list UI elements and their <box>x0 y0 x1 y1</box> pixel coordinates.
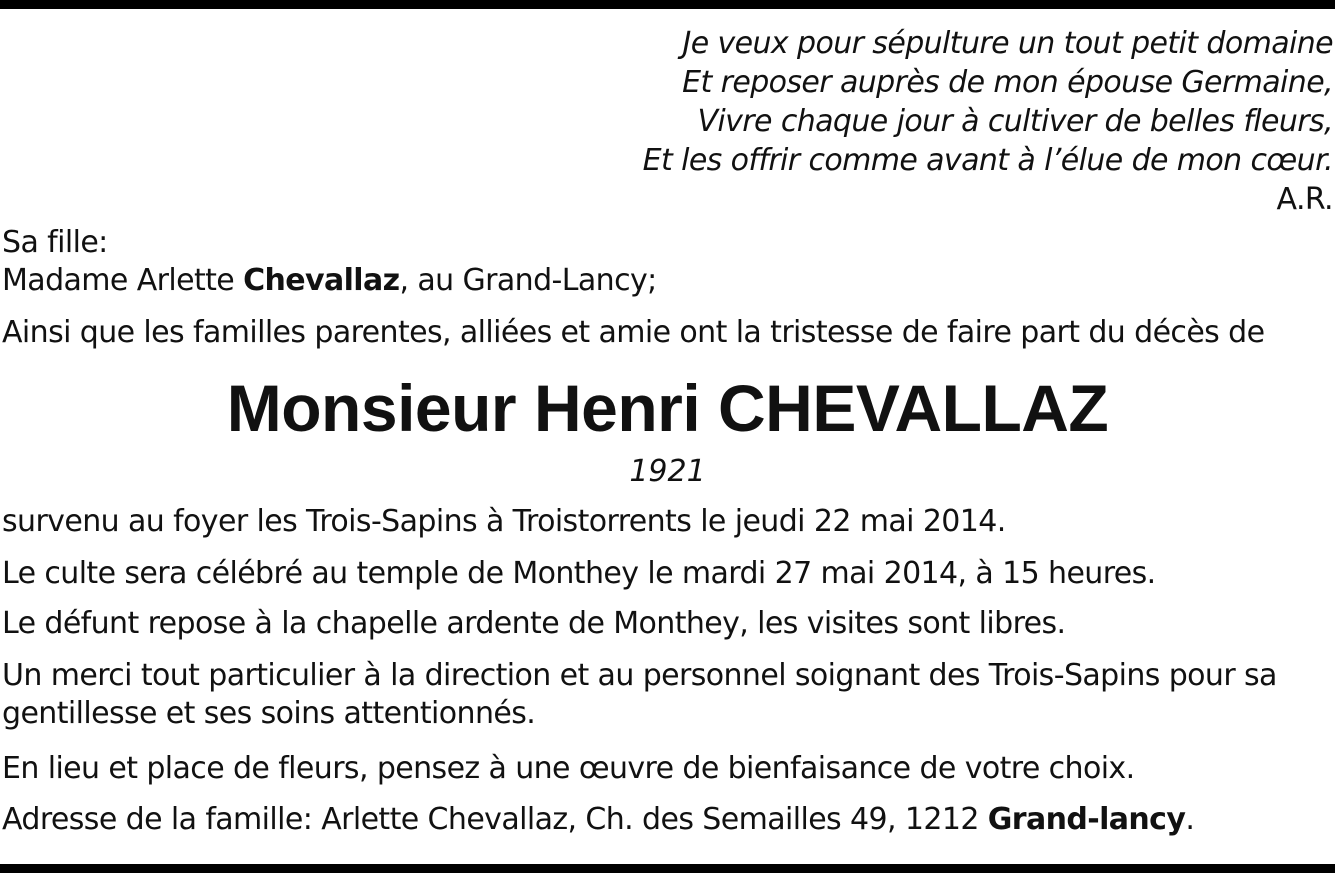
flowers-text: En lieu et place de fleurs, pensez à une œuvre de bienfaisance de votre choix. <box>2 751 1135 786</box>
announcement-text: Ainsi que les familles parentes, alliées et amie ont la tristesse de faire part du décès de <box>2 315 1265 350</box>
address-suffix: . <box>1185 802 1195 837</box>
daughter-prefix: Madame Arlette <box>2 263 244 298</box>
poem-line: Et les offrir comme avant à l’élue de mon cœur. <box>642 143 1333 178</box>
poem-initials: A.R. <box>1276 182 1333 217</box>
epitaph-poem <box>643 24 1333 219</box>
daughter-label: Sa fille: <box>2 225 108 260</box>
poem-line: Et reposer auprès de mon épouse Germaine, <box>682 65 1333 100</box>
address-city: Grand-lancy <box>987 802 1186 837</box>
death-details: survenu au foyer les Trois-Sapins à Troistorrents le jeudi 22 mai 2014. <box>2 504 1006 539</box>
thanks-text: Un merci tout particulier à la direction et au personnel soignant des Trois-Sapins pour sa gentillesse et ses soins attentionnés. <box>2 658 1277 731</box>
bottom-rule <box>0 864 1335 873</box>
birth-year: 1921 <box>629 454 706 489</box>
daughter-line <box>2 262 657 300</box>
daughter-suffix: , au Grand-Lancy; <box>399 263 657 298</box>
service-details: Le culte sera célébré au temple de Monthey le mardi 27 mai 2014, à 15 heures. <box>2 556 1156 591</box>
top-rule <box>0 0 1335 9</box>
daughter-surname: Chevallaz <box>243 263 400 298</box>
deceased-name: Monsieur Henri CHEVALLAZ <box>226 371 1109 445</box>
poem-line: Vivre chaque jour à cultiver de belles fleurs, <box>697 104 1333 139</box>
rest-details: Le défunt repose à la chapelle ardente de Monthey, les visites sont libres. <box>2 606 1066 641</box>
family-address <box>2 801 1194 839</box>
poem-line: Je veux pour sépulture un tout petit domaine <box>682 26 1333 61</box>
address-prefix: Adresse de la famille: Arlette Chevallaz, Ch. des Semailles 49, 1212 <box>2 802 988 837</box>
